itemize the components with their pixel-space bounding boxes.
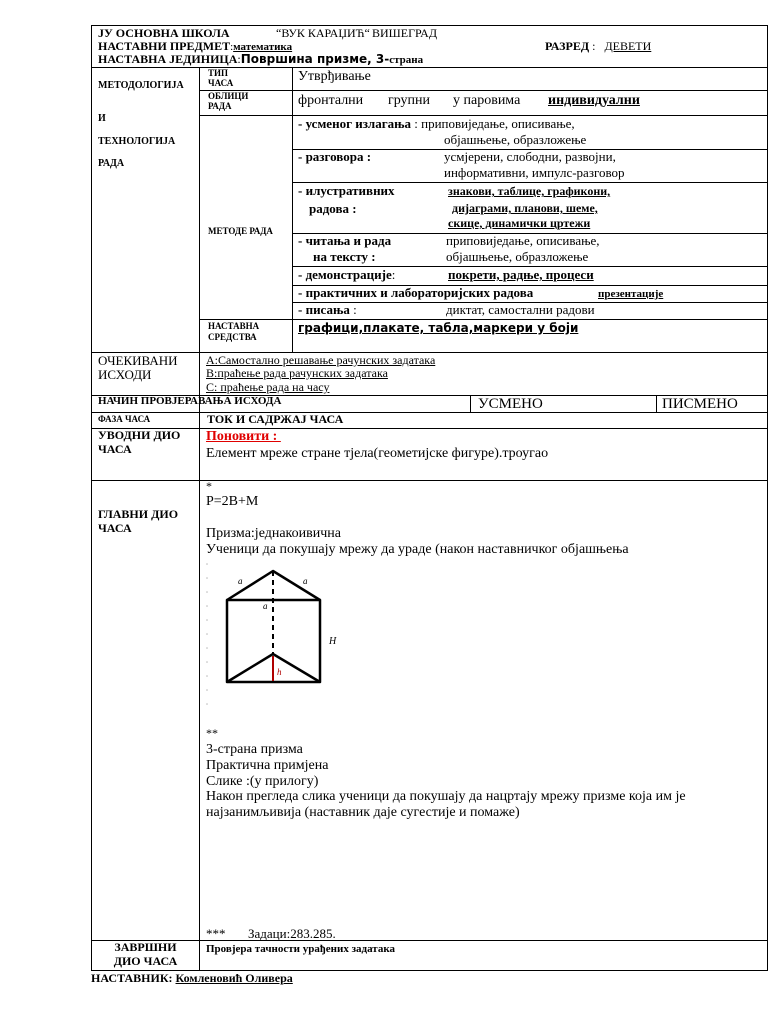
final-label: ЗАВРШНИ xyxy=(114,940,177,954)
method-reading: - читања и рада xyxy=(298,233,392,248)
main-line-3: Слике :(у прилогу) xyxy=(206,774,319,789)
prism-figure xyxy=(204,558,440,718)
lesson-type-label: ТИП xyxy=(208,68,229,78)
label-a3: a xyxy=(263,601,268,611)
form-individual: индивидуални xyxy=(548,93,640,108)
school-label: ЈУ ОСНОВНА ШКОЛА xyxy=(98,26,230,40)
teaching-means: графици,плакате, табла,маркери у боји xyxy=(298,321,579,335)
outcome-c: С: праћење рада на часу xyxy=(206,380,330,394)
label-a1: a xyxy=(238,576,243,586)
lesson-plan-page: ЈУ ОСНОВНА ШКОЛА “ВУК КАРАЏИЋ“ ВИШЕГРАД НАСТАВНИ ПРЕДМЕТ:математика РАЗРЕД : ДЕВЕТИ НАСТАВНА ЈЕДИНИЦА:Површина призме, 3-страна МЕТОДОЛОГИЈА И ТЕХНОЛОГИЈА РАДА ТИП ЧАСА Утврђивање ОБЛИЦИ РАДА фронтални групни у паровима индивидуални МЕТОДЕ РАДА - усменог излагања : приповиједање, описивање, објашњење, образложење - разговора : усмјерени, слободни, развојни, информативни, импулс-разговор - илустративних радова : знакови, таблице, графикони, дијаграми, планови, шеме, скице, динамички цртежи - читања и рада на тексту : приповиједање, описивање, објашњење, образложење - демонстрације: покрети, радње, процеси - практичних и лабораторијских радова презентације - писања : диктат, самостални радови НАСТАВНА СРЕДСТВА графици,плакате, табла,маркери у боји ОЧЕКИВАНИ ИСХОДИ А:Самостално решавање рачунских задатака В:праћење рада рачунских задатака С: праћење рада на часу НАЧИН ПРОВЈЕРАВАЊА ИСХОДА УСМЕНО ПИСМЕНО ФАЗА ЧАСА ТОК И САДРЖАЈ ЧАСА УВОДНИ ДИО ЧАСА Поновити : Елемент мреже стране тјела(геометијске фигуре).троугао ГЛАВНИ ДИО ЧАСА * P=2B+M Призма:једнакоивична Ученици да покушају мрежу да ураде (након наставничког објашњења a a a H h ** 3-страна призма Практична примјена Слике :(у прилогу) Након прегледа слика ученици да покушају да нацртају мрежу призме која им је најзанимљивија (наставник даје сугестије и помаже) *** Задаци:283.285. ЗАВРШНИ ДИО ЧАСА Провјера тачности урађених задатака НАСТАВНИК: Комленовић Оливера xyxy=(0,0,768,1024)
grade-label: РАЗРЕД xyxy=(545,39,590,53)
intro-text: Елемент мреже стране тјела(геометијске фигуре).троугао xyxy=(206,446,549,461)
main-line-5: најзанимљивија (наставник даје сугестије и помаже) xyxy=(206,805,520,820)
main-formula: P=2B+M xyxy=(206,494,259,509)
school-name: “ВУК КАРАЏИЋ“ xyxy=(276,26,370,40)
form-frontal: фронтални xyxy=(298,93,364,108)
lesson-type: Утврђивање xyxy=(298,69,371,84)
main-line-1: 3-страна призма xyxy=(206,742,303,757)
intro-label: УВОДНИ ДИО xyxy=(98,428,181,442)
method-conversation: - разговора xyxy=(298,149,364,164)
methods-label: МЕТОДЕ РАДА xyxy=(208,226,273,236)
method-practical: - практичних и лабораторијских радова xyxy=(298,285,534,300)
unit-title: Површина призме, 3- xyxy=(240,52,390,66)
outcome-b: В:праћење рада рачунских задатака xyxy=(206,366,388,380)
main-stars-3: *** xyxy=(206,926,226,941)
subject: математика xyxy=(233,41,293,53)
form-group: групни xyxy=(388,93,431,108)
teacher-name: Комленовић Оливера xyxy=(175,971,293,985)
town: ВИШЕГРАД xyxy=(372,26,438,40)
means-label: НАСТАВНА xyxy=(208,321,260,331)
checking-oral: УСМЕНО xyxy=(478,396,543,412)
methodology-and: И xyxy=(98,113,106,124)
main-stars-2: ** xyxy=(206,726,218,740)
method-writing: - писања xyxy=(298,302,350,317)
unit-label: НАСТАВНА ЈЕДИНИЦА xyxy=(98,52,238,66)
main-star: * xyxy=(206,479,212,493)
frame-left xyxy=(91,25,92,971)
flow-label: ТОК И САДРЖАЈ ЧАСА xyxy=(207,412,344,426)
main-line-4: Након прегледа слика ученици да покушају да нацртају мрежу призме која им је xyxy=(206,789,686,804)
forms-label: ОБЛИЦИ xyxy=(208,91,249,101)
technology-label: ТЕХНОЛОГИЈА xyxy=(98,136,176,147)
subject-label: НАСТАВНИ ПРЕДМЕТ xyxy=(98,39,231,53)
intro-title: Поновити : xyxy=(206,429,281,444)
final-text: Провјера тачности урађених задатака xyxy=(206,943,396,955)
outcomes-label: ОЧЕКИВАНИ xyxy=(98,353,178,368)
method-demonstration: - демонстрације xyxy=(298,267,392,282)
phase-label: ФАЗА ЧАСА xyxy=(98,414,151,424)
label-a2: a xyxy=(303,576,308,586)
label-H: H xyxy=(329,636,337,647)
main-line-2: Практична примјена xyxy=(206,758,329,773)
checking-written: ПИСМЕНО xyxy=(662,396,738,412)
methodology-label: МЕТОДОЛОГИЈА xyxy=(98,80,184,91)
method-oral: - усменог излагања xyxy=(298,116,411,131)
main-label: ГЛАВНИ ДИО xyxy=(98,507,179,521)
main-prism: Призма:једнакоивична xyxy=(206,526,341,541)
method-illustrative: - илустративних xyxy=(298,183,395,198)
label-h: h xyxy=(277,667,282,677)
checking-label: НАЧИН ПРОВЈЕРАВАЊА ИСХОДА xyxy=(98,395,282,407)
outcome-a: А:Самостално решавање рачунских задатака xyxy=(206,353,436,367)
main-tasks: Задаци:283.285. xyxy=(248,926,336,941)
grade: ДЕВЕТИ xyxy=(604,39,652,53)
teacher-label: НАСТАВНИК: xyxy=(91,971,173,985)
main-task: Ученици да покушају мрежу да ураде (након наставничког објашњења xyxy=(206,542,629,557)
unit-title-small: страна xyxy=(389,54,424,66)
form-pairs: у паровима xyxy=(453,93,521,108)
work-label: РАДА xyxy=(98,158,125,169)
